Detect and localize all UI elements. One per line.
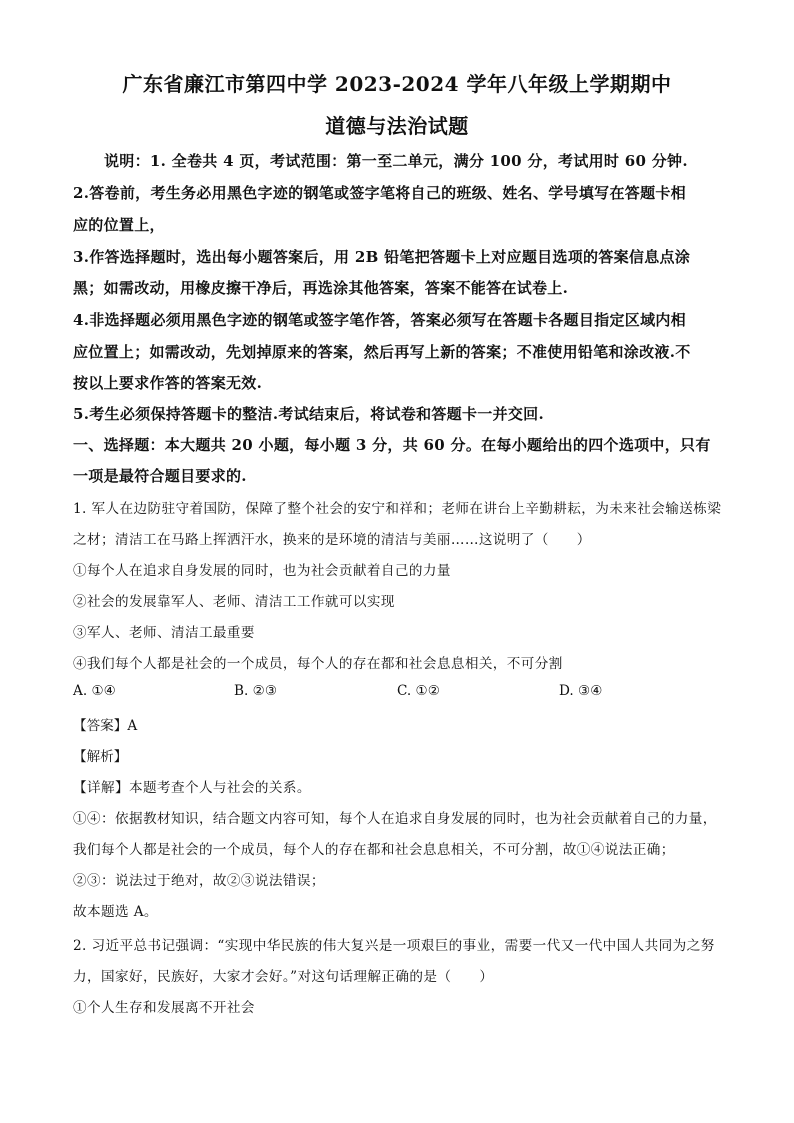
q1-statement-4: ④我们每个人都是社会的一个成员，每个人的存在都和社会息息相关，不可分割 xyxy=(73,656,563,672)
exam-subtitle: 道德与法治试题 xyxy=(325,114,469,138)
q2-statement-1: ①个人生存和发展离不开社会 xyxy=(73,1000,255,1016)
q1-option-b: B. ②③ xyxy=(234,683,278,699)
q1-detail-3: ②③：说法过于绝对，故②③说法错误； xyxy=(73,873,325,889)
q1-answer: 【答案】A xyxy=(73,718,138,734)
instruction-4: 4.非选择题必须用黑色字迹的钢笔或签字笔作答，答案必须写在答题卡各题目指定区域内相 xyxy=(73,311,686,329)
q1-detail-1: ①④：依据教材知识，结合题文内容可知，每个人在追求自身发展的同时，也为社会贡献着自己的力量， xyxy=(73,811,717,827)
q1-stem-cont: 之材；清洁工在马路上挥洒汗水，换来的是环境的清洁与美丽……这说明了（ ） xyxy=(73,532,591,548)
q1-statement-2: ②社会的发展靠军人、老师、清洁工工作就可以实现 xyxy=(73,594,395,610)
q1-detail-2: 我们每个人都是社会的一个成员，每个人的存在都和社会息息相关，不可分割，故①④说法正确； xyxy=(73,842,675,858)
q1-option-d: D. ③④ xyxy=(559,683,603,699)
q1-option-a: A. ①④ xyxy=(73,683,116,699)
q2-stem-cont: 力，国家好，民族好，大家才会好。”对这句话理解正确的是（ ） xyxy=(73,969,494,985)
q1-detail: 【详解】本题考查个人与社会的关系。 xyxy=(73,780,311,796)
q1-statement-1: ①每个人在追求自身发展的同时，也为社会贡献着自己的力量 xyxy=(73,563,451,579)
section-heading: 一、选择题：本大题共 20 小题，每小题 3 分，共 60 分。在每小题给出的四个选项中，只有 xyxy=(73,436,711,454)
exam-title: 广东省廉江市第四中学 2023-2024 学年八年级上学期期中 xyxy=(122,72,672,96)
q1-statement-3: ③军人、老师、清洁工最重要 xyxy=(73,625,255,641)
instruction-4-cont2: 按以上要求作答的答案无效. xyxy=(73,374,263,392)
instruction-2-cont: 应的位置上， xyxy=(73,216,165,234)
instruction-2: 2.答卷前，考生务必用黑色字迹的钢笔或签字笔将自己的班级、姓名、学号填写在答题卡相 xyxy=(73,184,686,202)
instruction-1: 说明：1. 全卷共 4 页，考试范围：第一至二单元，满分 100 分，考试用时 60 分钟. xyxy=(104,152,688,170)
q1-analysis-label: 【解析】 xyxy=(73,749,128,765)
section-heading-cont: 一项是最符合题目要求的. xyxy=(73,467,247,485)
instruction-5: 5.考生必须保持答题卡的整洁.考试结束后，将试卷和答题卡一并交回. xyxy=(73,405,545,423)
instruction-4-cont: 应位置上；如需改动，先划掉原来的答案，然后再写上新的答案；不准使用铅笔和涂改液.不 xyxy=(73,343,691,361)
q2-stem: 2. 习近平总书记强调：“实现中华民族的伟大复兴是一项艰巨的事业，需要一代又一代中国人共同为之努 xyxy=(73,938,715,954)
q1-detail-4: 故本题选 A。 xyxy=(73,904,158,920)
instruction-3-cont: 黑；如需改动，用橡皮擦干净后，再选涂其他答案，答案不能答在试卷上. xyxy=(73,279,569,297)
q1-stem: 1. 军人在边防驻守着国防，保障了整个社会的安宁和祥和；老师在讲台上辛勤耕耘，为未来社会输送栋梁 xyxy=(73,501,722,517)
instruction-3: 3.作答选择题时，选出每小题答案后，用 2B 铅笔把答题卡上对应题目选项的答案信息点涂 xyxy=(73,248,691,266)
q1-option-c: C. ①② xyxy=(397,683,440,699)
